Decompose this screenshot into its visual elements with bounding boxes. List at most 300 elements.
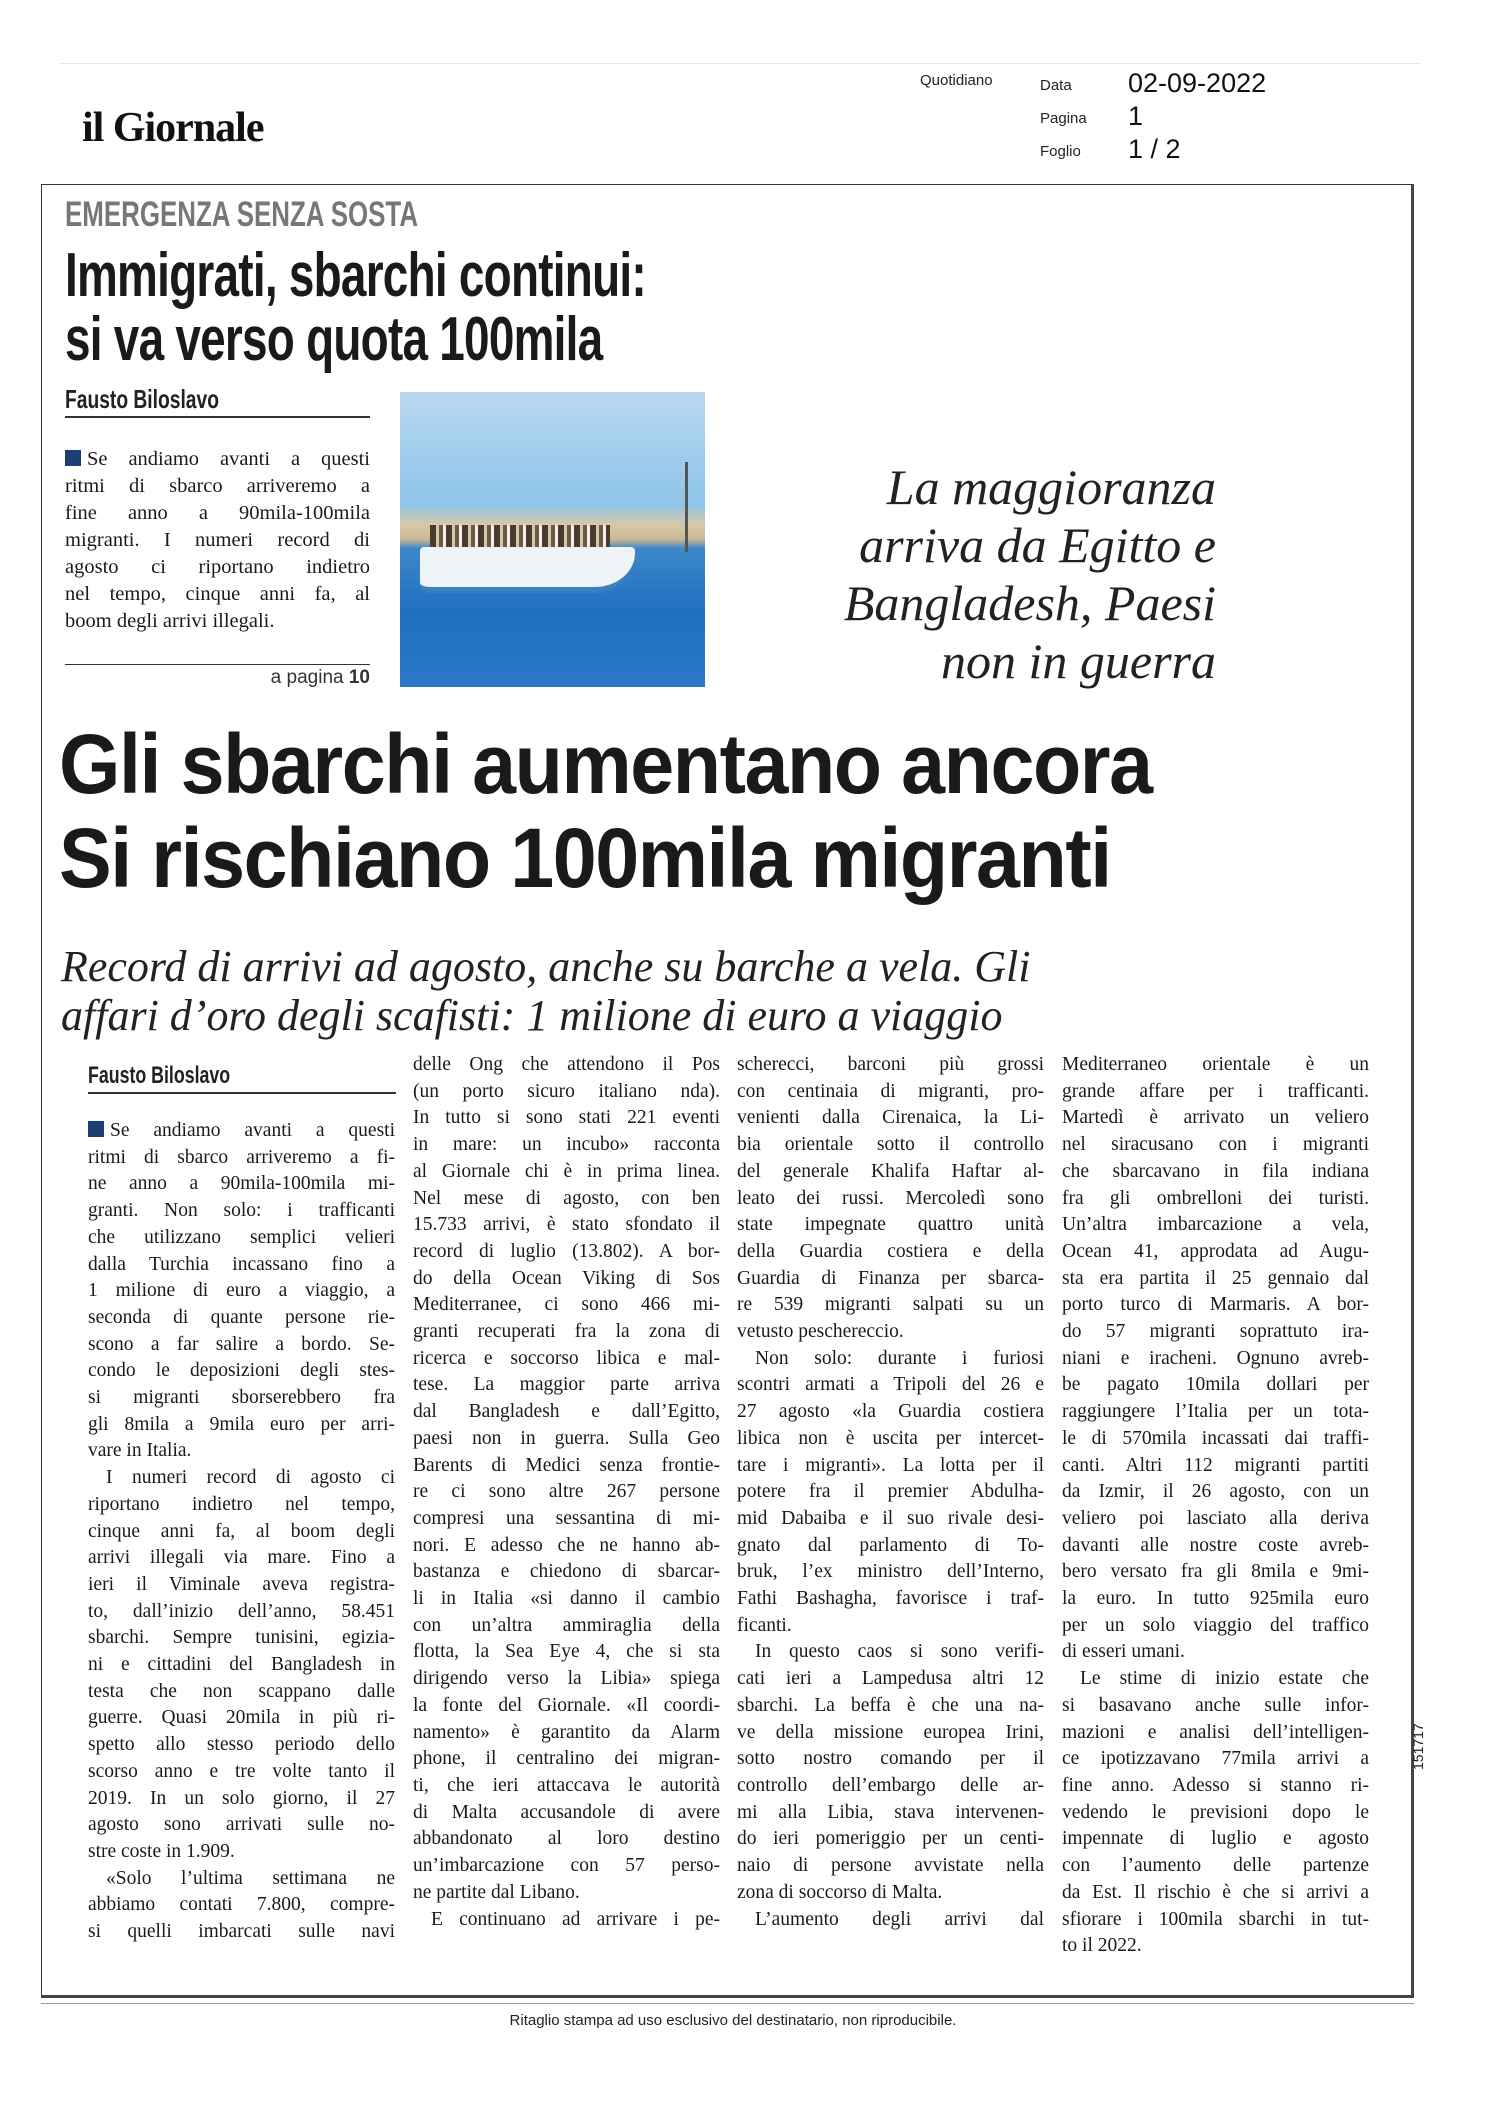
see-page-link[interactable] (65, 667, 370, 689)
date-value: 02-09-2022 (1128, 68, 1267, 98)
text-line-content: la fonte del Giornale. «Il coordi- (413, 1694, 720, 1716)
text-line-content: ti, che ieri attaccava le autorità (413, 1774, 720, 1796)
text-line (1062, 1800, 1369, 1827)
text-line-content: al Giornale chi è in prima linea. (413, 1160, 720, 1182)
paragraph (88, 1866, 395, 1946)
text-line (88, 1198, 395, 1225)
subtitle-line-2: affari d’oro degli scafisti: 1 milione di euro a viaggio (61, 991, 1003, 1040)
text-line-content: da Est. Il rischio è che si arrivi a (1062, 1881, 1369, 1903)
text-line-content: state impegnate quattro unità (737, 1214, 1044, 1236)
text-line-content: con l’aumento delle partenze (1062, 1855, 1369, 1877)
text-line (413, 1319, 720, 1346)
summary-line (65, 608, 370, 635)
text-line (88, 1786, 395, 1813)
paragraph (737, 1346, 1044, 1640)
text-line (1062, 1533, 1369, 1560)
text-line (737, 1800, 1044, 1827)
text-line-content: flotta, la Sea Eye 4, che si sta (413, 1641, 720, 1663)
footer-disclaimer: Ritaglio stampa ad uso esclusivo del destinatario, non riproducibile. (509, 2012, 957, 2029)
text-line (1062, 1693, 1369, 1720)
text-line (413, 1079, 720, 1106)
text-line-content: E continuano ad arrivare i pe- (431, 1908, 720, 1930)
paragraph (413, 1907, 720, 1934)
text-line-content: re ci sono altre 267 persone (413, 1481, 720, 1503)
text-line-content: delle Ong che attendono il Pos (413, 1054, 720, 1075)
summary-line-text: boom degli arrivi illegali. (65, 610, 275, 632)
text-line (413, 1506, 720, 1533)
text-line-content: 27 agosto «la Guardia costiera (737, 1401, 1044, 1423)
text-line (1062, 1052, 1369, 1079)
text-line-content: Nel mese di agosto, con ben (413, 1187, 720, 1209)
text-line-content: si quelli imbarcati sulle navi (88, 1921, 395, 1943)
text-line-content: testa che non scappano dalle (88, 1680, 395, 1702)
text-line (1062, 1933, 1369, 1960)
teaser-summary (65, 446, 370, 635)
text-line (737, 1720, 1044, 1747)
text-line (1062, 1746, 1369, 1773)
text-line-content: In questo caos si sono verifi- (755, 1641, 1044, 1663)
text-line (737, 1319, 1044, 1346)
text-line-content: Un’altra imbarcazione a vela, (1062, 1214, 1369, 1236)
text-line (88, 1705, 395, 1732)
summary-line (65, 554, 370, 581)
text-line-content: Le stime di inizio estate che (1080, 1668, 1369, 1690)
text-line (737, 1773, 1044, 1800)
pull-quote-line: La maggioranza (886, 459, 1216, 515)
text-line-content: si basavano anche sulle infor- (1062, 1694, 1369, 1716)
subtitle-line-1: Record di arrivi ad agosto, anche su barche a vela. Gli (61, 942, 1031, 991)
publication-type: Quotidiano (920, 72, 993, 89)
text-line (88, 1305, 395, 1332)
paragraph (1062, 1666, 1369, 1960)
text-line (1062, 1105, 1369, 1132)
text-line (413, 1693, 720, 1720)
text-line-content: stre coste in 1.909. (88, 1840, 235, 1862)
article-author: Fausto Biloslavo (88, 1062, 231, 1089)
text-line-content: 15.733 arrivi, è stato sfondato il (413, 1214, 720, 1236)
text-line (88, 1866, 395, 1893)
text-line-content: do 57 migranti soprattuto ira- (1062, 1321, 1369, 1343)
teaser-author: Fausto Biloslavo (65, 384, 219, 414)
text-line-content: ni e cittadini del Bangladesh in (88, 1654, 395, 1676)
text-line-content: (un porto sicuro italiano nda). (413, 1080, 720, 1102)
text-line-content: un’imbarcazione con 57 perso- (413, 1855, 720, 1877)
text-line-content: si migranti sborserebbero fra (88, 1387, 395, 1409)
text-line (413, 1159, 720, 1186)
text-line (737, 1426, 1044, 1453)
text-line-content: sta era partita il 25 gennaio dal (1062, 1267, 1369, 1289)
text-line (737, 1266, 1044, 1293)
text-line (1062, 1399, 1369, 1426)
text-line-content: compresi una sessantina di mi- (413, 1507, 720, 1529)
text-line (1062, 1159, 1369, 1186)
text-line (413, 1426, 720, 1453)
text-line (1062, 1720, 1369, 1747)
text-line-content: L’aumento degli arrivi dal (755, 1908, 1044, 1930)
text-line-content: Barents di Medici senza frontie- (413, 1454, 720, 1476)
text-line-content: fra gli ombrelloni dei turisti. (1062, 1187, 1369, 1209)
teaser-author-rule (65, 416, 370, 418)
text-line-content: con un’altra ammiraglia della (413, 1614, 720, 1636)
pull-quote-line: Bangladesh, Paesi (843, 575, 1216, 631)
text-line-content: veliero poi lasciato alla deriva (1062, 1507, 1369, 1529)
page-label: Pagina (1040, 110, 1087, 127)
text-line-content: re 539 migranti salpati su un (737, 1294, 1044, 1316)
text-line-content: in mare: un incubo» racconta (413, 1134, 720, 1156)
text-line (1062, 1453, 1369, 1480)
text-line-content: Se andiamo avanti a questi (110, 1120, 395, 1141)
text-line-content: «Solo l’ultima settimana ne (106, 1867, 395, 1889)
text-line (88, 1492, 395, 1519)
text-line (413, 1453, 720, 1480)
text-line (413, 1559, 720, 1586)
text-line-content: gli 8mila a 9mila euro per arri- (88, 1413, 395, 1435)
text-line (737, 1453, 1044, 1480)
teaser-rule (65, 664, 370, 665)
text-line-content: ricerca e soccorso libica e mal- (413, 1347, 720, 1369)
text-line (737, 1372, 1044, 1399)
page-value: 1 (1128, 101, 1144, 131)
text-line-content: di esseri umani. (1062, 1641, 1185, 1663)
text-line-content: mid Dabaiba e il suo rivale desi- (737, 1507, 1044, 1529)
text-line (1062, 1586, 1369, 1613)
summary-line (65, 473, 370, 500)
text-line-content: bero versato fra gli 8mila e 9mi- (1062, 1561, 1369, 1583)
text-line (88, 1625, 395, 1652)
text-line-content: ieri il Viminale aveva registra- (88, 1573, 395, 1595)
see-page-prefix: a pagina (270, 667, 344, 688)
text-line-content: to, dall’inizio dell’anno, 58.451 (88, 1600, 395, 1622)
summary-line-text: Se andiamo avanti a questi (87, 448, 370, 470)
text-line (413, 1266, 720, 1293)
text-line (88, 1332, 395, 1359)
text-line-content: namento» è garantito da Alarm (413, 1721, 720, 1743)
text-line (413, 1346, 720, 1373)
text-line (88, 1438, 395, 1465)
text-line-content: da Izmir, il 26 agosto, con un (1062, 1481, 1369, 1503)
text-line-content: In tutto si sono stati 221 eventi (413, 1107, 720, 1129)
text-line-content: scherecci, barconi più grossi (737, 1054, 1044, 1075)
text-line (413, 1800, 720, 1827)
text-line-content: granti. Non solo: i trafficanti (88, 1200, 395, 1222)
pull-quote-line: non in guerra (941, 633, 1216, 689)
text-line-content: scontri armati a Tripoli del 26 e (737, 1374, 1044, 1396)
teaser-kicker: EMERGENZA SENZA SOSTA (65, 195, 419, 234)
text-line (1062, 1826, 1369, 1853)
text-line (1062, 1880, 1369, 1907)
text-line-content: Ocean 41, approdata ad Augu- (1062, 1240, 1369, 1262)
text-line-content: sfiorare i 100mila sbarchi in tut- (1062, 1908, 1369, 1930)
text-line (88, 1919, 395, 1946)
text-line-content: porto turco di Marmaris. A bor- (1062, 1294, 1369, 1316)
text-line-content: sbarchi. Sempre tunisini, egizia- (88, 1627, 395, 1649)
text-line-content: cati ieri a Lampedusa altri 12 (737, 1668, 1044, 1690)
text-line-content: agosto sono arrivati sulle no- (88, 1814, 395, 1836)
text-line (737, 1399, 1044, 1426)
headline-line-1: Gli sbarchi aumentano ancora (59, 717, 1152, 811)
text-line-content: del generale Khalifa Haftar al- (737, 1160, 1044, 1182)
text-line-content: raggiungere l’Italia per un tota- (1062, 1401, 1369, 1423)
text-line-content: nori. E adesso che ne hanno ab- (413, 1534, 720, 1556)
summary-line (65, 446, 370, 473)
summary-line-text: agosto ci riportano indietro (65, 556, 370, 578)
text-line (88, 1252, 395, 1279)
clipping-code: 151717 (1410, 1723, 1426, 1770)
text-line (413, 1399, 720, 1426)
text-line (413, 1372, 720, 1399)
text-line-content: le di 570mila incassati dai traffi- (1062, 1427, 1369, 1449)
text-line-content: arrivi illegali via mare. Fino a (88, 1547, 395, 1569)
text-line-content: canti. Altri 112 migranti partiti (1062, 1454, 1369, 1476)
article-column-4 (1062, 1052, 1369, 1960)
text-line (88, 1545, 395, 1572)
text-line-content: abbiamo contati 7.800, compre- (88, 1894, 395, 1916)
text-line-content: condo le deposizioni degli stes- (88, 1360, 395, 1382)
text-line-content: zona di soccorso di Malta. (737, 1881, 943, 1903)
text-line (737, 1346, 1044, 1373)
text-line (413, 1186, 720, 1213)
bullet-square-icon (88, 1121, 104, 1137)
text-line-content: Martedì è arrivato un veliero (1062, 1107, 1369, 1129)
text-line (1062, 1319, 1369, 1346)
text-line (413, 1666, 720, 1693)
text-line (88, 1412, 395, 1439)
paragraph (737, 1052, 1044, 1346)
text-line-content: granti recuperati fra la zona di (413, 1321, 720, 1343)
text-line (1062, 1639, 1369, 1666)
text-line-content: naio di persone avvistate nella (737, 1855, 1044, 1877)
text-line (737, 1186, 1044, 1213)
text-line (1062, 1479, 1369, 1506)
article-author-rule (88, 1092, 396, 1094)
text-line-content: be pagato 10mila dollari per (1062, 1374, 1369, 1396)
text-line (1062, 1266, 1369, 1293)
text-line (88, 1278, 395, 1305)
see-page-number: 10 (348, 667, 370, 688)
text-line-content: ce ipotizzavano 77mila arrivi a (1062, 1748, 1369, 1770)
text-line (88, 1225, 395, 1252)
text-line-content: scorso anno e tre volte tanto il (88, 1760, 395, 1782)
bullet-square-icon (65, 450, 81, 466)
text-line (1062, 1186, 1369, 1213)
text-line (737, 1105, 1044, 1132)
text-line-content: riportano indietro nel tempo, (88, 1493, 395, 1515)
text-line (737, 1693, 1044, 1720)
boat (420, 547, 635, 593)
summary-line (65, 581, 370, 608)
text-line (737, 1212, 1044, 1239)
text-line (737, 1479, 1044, 1506)
text-line (1062, 1132, 1369, 1159)
text-line (88, 1759, 395, 1786)
text-line-content: ne partite dal Libano. (413, 1881, 580, 1903)
text-line (737, 1639, 1044, 1666)
text-line-content: tare i migranti». La lotta per il (737, 1454, 1044, 1476)
text-line (1062, 1372, 1369, 1399)
text-line-content: vedendo le previsioni dopo le (1062, 1801, 1369, 1823)
text-line-content: dalla Turchia incassano fino a (88, 1253, 395, 1275)
paragraph (88, 1465, 395, 1866)
date-label: Data (1040, 77, 1072, 94)
text-line (413, 1720, 720, 1747)
footer-divider (41, 2003, 1414, 2004)
text-line-content: cinque anni fa, al boom degli (88, 1520, 395, 1542)
text-line-content: bia orientale sotto il controllo (737, 1134, 1044, 1156)
text-line-content: scono a far salire a bordo. Se- (88, 1333, 395, 1355)
summary-line-text: migranti. I numeri record di (65, 529, 370, 551)
text-line-content: Guardia di Finanza per sbarca- (737, 1267, 1044, 1289)
text-line (88, 1892, 395, 1919)
text-line (413, 1212, 720, 1239)
text-line-content: record di luglio (13.802). A bor- (413, 1240, 720, 1262)
text-line-content: 1 milione di euro a viaggio, a (88, 1280, 395, 1302)
text-line (88, 1385, 395, 1412)
sheet-value: 1 / 2 (1128, 134, 1181, 164)
text-line-content: bastanza e chiedono di sbarcar- (413, 1561, 720, 1583)
paragraph (88, 1118, 395, 1465)
text-line (413, 1853, 720, 1880)
text-line-content: vare in Italia. (88, 1440, 192, 1462)
text-line-content: do ieri pomeriggio per un centi- (737, 1828, 1044, 1850)
text-line-content: bruk, l’ex ministro dell’Interno, (737, 1561, 1044, 1583)
text-line (1062, 1773, 1369, 1800)
text-line-content: Non solo: durante i furiosi (755, 1347, 1044, 1369)
text-line-content: guerre. Quasi 20mila in più ri- (88, 1707, 395, 1729)
text-line-content: che sbarcavano in fila indiana (1062, 1160, 1369, 1182)
text-line (1062, 1613, 1369, 1640)
text-line (1062, 1426, 1369, 1453)
paragraph (737, 1639, 1044, 1906)
text-line (413, 1239, 720, 1266)
text-line (737, 1613, 1044, 1640)
text-line-content: impennate di luglio e agosto (1062, 1828, 1369, 1850)
text-line-content: ve della missione europea Irini, (737, 1721, 1044, 1743)
text-line (1062, 1907, 1369, 1934)
text-line (737, 1159, 1044, 1186)
text-line (413, 1746, 720, 1773)
migrant-boat-photo (400, 392, 705, 687)
text-line (413, 1132, 720, 1159)
text-line-content: gnato dal parlamento di To- (737, 1534, 1044, 1556)
text-line (88, 1839, 395, 1866)
text-line (1062, 1559, 1369, 1586)
text-line (1062, 1079, 1369, 1106)
text-line-content: Fathi Bashagha, favorisce i traf- (737, 1588, 1044, 1610)
text-line (413, 1533, 720, 1560)
text-line-content: fine anno. Adesso si stanno ri- (1062, 1774, 1369, 1796)
text-line-content: I numeri record di agosto ci (106, 1467, 395, 1489)
pull-quote (720, 458, 1216, 690)
text-line (88, 1358, 395, 1385)
text-line (737, 1239, 1044, 1266)
text-line (737, 1079, 1044, 1106)
text-line-content: con centinaia di migranti, pro- (737, 1080, 1044, 1102)
text-line-content: potere fra il premier Abdulha- (737, 1481, 1044, 1503)
text-line (413, 1639, 720, 1666)
text-line-content: niani e iracheni. Ognuno avreb- (1062, 1347, 1369, 1369)
text-line-content: abbandonato al loro destino (413, 1828, 720, 1850)
text-line-content: libica non è uscita per intercet- (737, 1427, 1044, 1449)
summary-line (65, 500, 370, 527)
text-line (1062, 1853, 1369, 1880)
text-line (413, 1773, 720, 1800)
text-line (1062, 1506, 1369, 1533)
text-line-content: la euro. In tutto 925mila euro (1062, 1588, 1369, 1610)
text-line (737, 1853, 1044, 1880)
text-line (737, 1052, 1044, 1079)
summary-line (65, 527, 370, 554)
text-line-content: nel siracusano con i migranti (1062, 1134, 1369, 1156)
text-line (88, 1145, 395, 1172)
text-line-content: venienti dalla Cirenaica, la Li- (737, 1107, 1044, 1129)
ship-mast (685, 462, 688, 552)
text-line-content: 2019. In un solo giorno, il 27 (88, 1787, 395, 1809)
summary-line-text: nel tempo, cinque anni fa, al (65, 583, 370, 605)
text-line (737, 1586, 1044, 1613)
text-line-content: paesi non in guerra. Sulla Geo (413, 1427, 720, 1449)
text-line (88, 1652, 395, 1679)
text-line-content: della Guardia costiera e della (737, 1240, 1044, 1262)
text-line (737, 1826, 1044, 1853)
text-line (88, 1812, 395, 1839)
text-line (413, 1052, 720, 1079)
text-line-content: controllo dell’embargo delle ar- (737, 1774, 1044, 1796)
teaser-title-line-1: Immigrati, sbarchi continui: (65, 241, 646, 310)
text-line (1062, 1239, 1369, 1266)
text-line (88, 1679, 395, 1706)
summary-line-text: fine anno a 90mila-100mila (65, 502, 370, 524)
teaser-title-line-2: si va verso quota 100mila (65, 305, 603, 374)
text-line (413, 1907, 720, 1934)
text-line-content: do della Ocean Viking di Sos (413, 1267, 720, 1289)
text-line-content: dal Bangladesh e dall’Egitto, (413, 1401, 720, 1423)
text-line-content: to il 2022. (1062, 1935, 1142, 1957)
paragraph (1062, 1052, 1369, 1666)
text-line (737, 1132, 1044, 1159)
text-line (88, 1599, 395, 1626)
text-line (88, 1171, 395, 1198)
text-line (737, 1506, 1044, 1533)
text-line-content: ritmi di sbarco arriveremo a fi- (88, 1146, 395, 1168)
text-line (413, 1479, 720, 1506)
text-line (737, 1746, 1044, 1773)
text-line-content: tese. La maggior parte arriva (413, 1374, 720, 1396)
header-divider (60, 63, 1420, 64)
text-line-content: vetusto peschereccio. (737, 1321, 904, 1343)
text-line (413, 1292, 720, 1319)
text-line (413, 1613, 720, 1640)
text-line (413, 1880, 720, 1907)
summary-line-text: ritmi di sbarco arriveremo a (65, 475, 370, 497)
text-line (88, 1572, 395, 1599)
text-line (88, 1732, 395, 1759)
text-line-content: grande affare per i trafficanti. (1062, 1080, 1369, 1102)
text-line (88, 1519, 395, 1546)
text-line (1062, 1212, 1369, 1239)
text-line-content: sbarchi. La beffa è che una na- (737, 1694, 1044, 1716)
text-line (737, 1533, 1044, 1560)
text-line (1062, 1346, 1369, 1373)
text-line-content: spetto allo stesso periodo dello (88, 1734, 395, 1756)
text-line (737, 1666, 1044, 1693)
text-line-content: phone, il centralino dei migran- (413, 1748, 720, 1770)
text-line-content: per un solo viaggio del traffico (1062, 1614, 1369, 1636)
text-line-content: mazioni e analisi dell’intelligen- (1062, 1721, 1369, 1743)
text-line (88, 1118, 395, 1145)
text-line (413, 1586, 720, 1613)
text-line (737, 1880, 1044, 1907)
text-line-content: che utilizzano semplici velieri (88, 1226, 395, 1248)
